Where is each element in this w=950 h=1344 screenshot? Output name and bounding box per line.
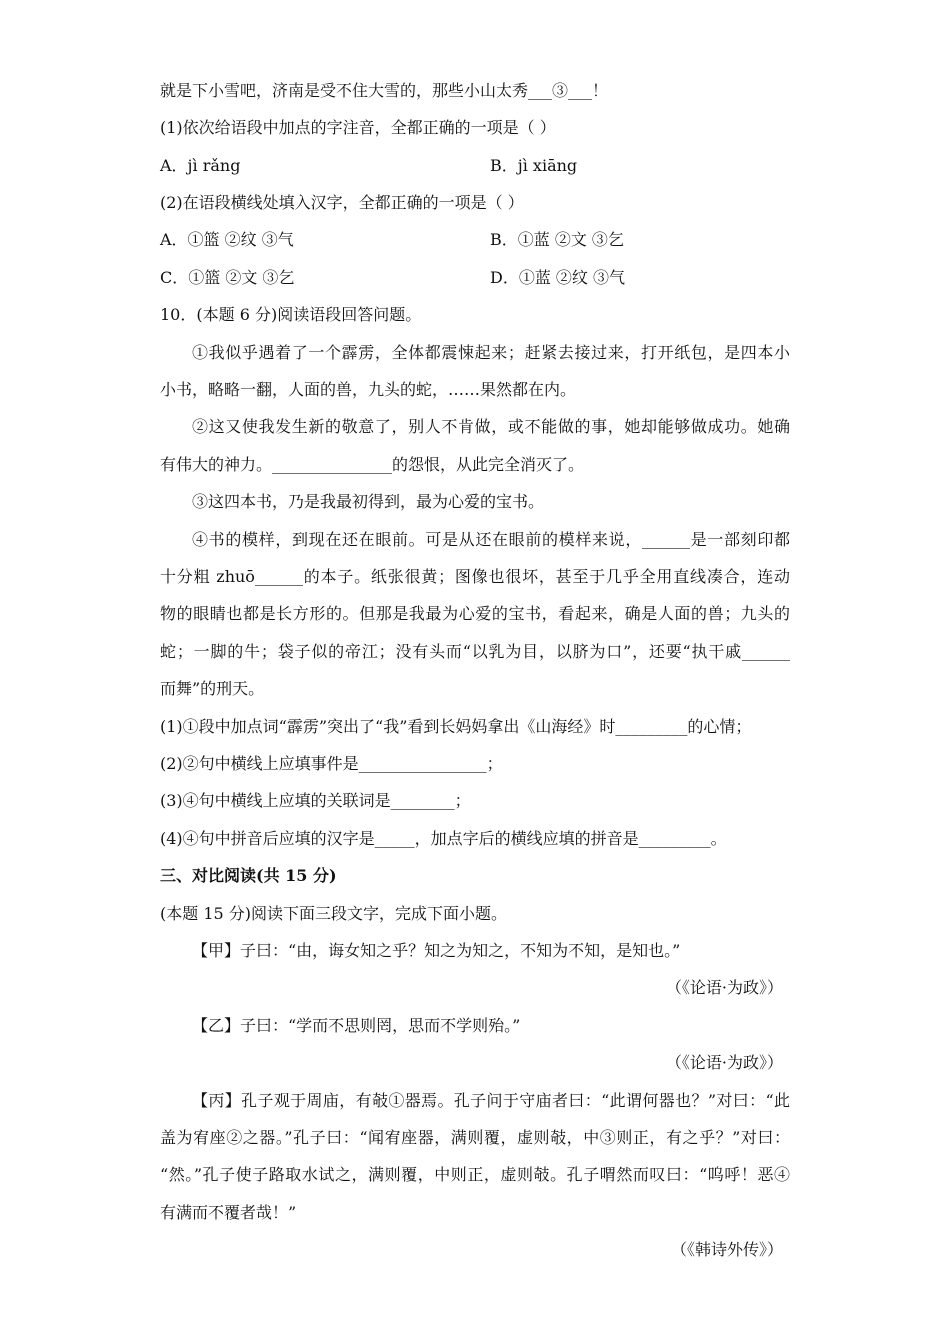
paragraph-4-line: ④书的模样，到现在还在眼前。可是从还在眼前的模样来说，______是一部刻印都 <box>192 530 790 549</box>
section-3-heading: 三、对比阅读(共 15 分) <box>160 866 337 885</box>
section-3-instruction: (本题 15 分)阅读下面三段文字，完成下面小题。 <box>160 904 508 923</box>
paragraph-2-line: ②这又使我发生新的敬意了，别人不肯做，或不能做的事，她却能够做成功。她确 <box>192 417 790 436</box>
question-10-4: (4)④句中拼音后应填的汉字是_____，加点字后的横线应填的拼音是_________。 <box>160 829 727 848</box>
paragraph-4-line: 物的眼睛也都是长方形的。但那是我最为心爱的宝书，看起来，确是人面的兽；九头的 <box>160 604 790 623</box>
option-a: A．jì rǎng <box>160 156 241 175</box>
option-a: A．①篮 ②纹 ③气 <box>160 230 294 249</box>
source-citation: （《论语·为政》） <box>665 1053 783 1072</box>
paragraph-1-line: ①我似乎遇着了一个霹雳，全体都震悚起来；赶紧去接过来，打开纸包，是四本小 <box>192 343 790 362</box>
question-10-heading: 10．(本题 6 分)阅读语段回答问题。 <box>160 305 422 324</box>
option-b: B．jì xiāng <box>490 156 578 175</box>
paragraph-2-line: 有伟大的神力。_______________的怨恨，从此完全消灭了。 <box>160 455 585 474</box>
text-bing-line: 【丙】孔子观于周庙，有攲①器焉。孔子问于守庙者曰：“此谓何器也？”对曰：“此 <box>192 1091 790 1110</box>
option-b: B．①蓝 ②文 ③乞 <box>490 230 624 249</box>
text-jia: 【甲】子曰：“由，诲女知之乎？知之为知之，不知为不知，是知也。” <box>192 941 681 960</box>
text-bing-line: 盖为宥座②之器。”孔子曰：“闻宥座器，满则覆，虚则攲，中③则正，有之乎？”对曰： <box>160 1128 790 1147</box>
text-bing-line: 有满而不覆者哉！” <box>160 1203 297 1222</box>
option-d: D．①蓝 ②纹 ③气 <box>490 268 626 287</box>
question-9-2: (2)在语段横线处填入汉字，全都正确的一项是（ ） <box>160 193 524 212</box>
question-10-2: (2)②句中横线上应填事件是________________； <box>160 754 503 773</box>
passage-ending-line: 就是下小雪吧，济南是受不住大雪的，那些小山太秀___③___！ <box>160 81 609 100</box>
question-9-1: (1)依次给语段中加点的字注音，全都正确的一项是（ ） <box>160 118 556 137</box>
paragraph-1-line: 小书，略略一翻，人面的兽，九头的蛇，……果然都在内。 <box>160 380 577 399</box>
paragraph-4-line: 而舞”的刑天。 <box>160 679 265 698</box>
paragraph-3-line: ③这四本书，乃是我最初得到，最为心爱的宝书。 <box>192 492 545 511</box>
option-c: C．①篮 ②文 ③乞 <box>160 268 295 287</box>
source-citation: （《论语·为政》） <box>665 978 783 997</box>
paragraph-4-line: 十分粗 zhuō______的本子。纸张很黄；图像也很坏，甚至于几乎全用直线凑合，连动 <box>160 567 790 586</box>
question-10-1: (1)①段中加点词“霹雳”突出了“我”看到长妈妈拿出《山海经》时_________的心情； <box>160 717 752 736</box>
paragraph-4-line: 蛇；一脚的牛；袋子似的帝江；没有头而“以乳为目，以脐为口”，还要“执干戚______ <box>160 642 790 661</box>
text-yi: 【乙】子曰：“学而不思则罔，思而不学则殆。” <box>192 1016 521 1035</box>
source-citation: （《韩诗外传》） <box>670 1240 783 1259</box>
text-bing-line: “然。”孔子使子路取水试之，满则覆，中则正，虚则攲。孔子喟然而叹曰：“呜呼！恶④ <box>160 1165 790 1184</box>
question-10-3: (3)④句中横线上应填的关联词是________； <box>160 791 471 810</box>
